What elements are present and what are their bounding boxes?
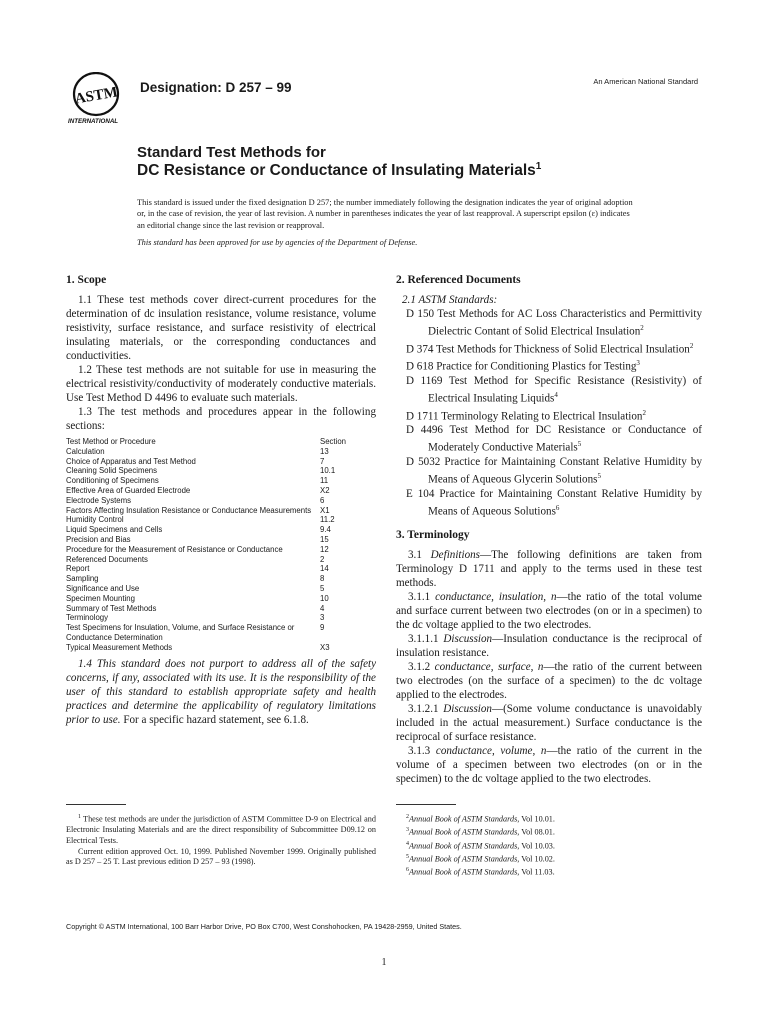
table-row — [66, 447, 376, 457]
reference-footnote-mark: 6 — [555, 503, 560, 512]
svg-text:ASTM: ASTM — [73, 84, 120, 108]
table-cell-section: 4 — [320, 603, 325, 613]
table-cell-section: 14 — [320, 564, 329, 574]
footnotes-right — [396, 812, 702, 879]
table-row — [66, 486, 376, 496]
term-p1: 3.1 Definitions—The following definitions are taken from Terminology D 1711 and apply to the terms used in these test methods. — [396, 548, 703, 589]
reference-item: D 5032 Practice for Maintaining Constant Relative Humidity by Means of Aqueous Glycerin Solutions$^5$ — [406, 456, 702, 486]
sections-table — [66, 437, 376, 653]
table-cell-method: Sampling — [66, 574, 99, 584]
reference-footnote-mark: 3 — [636, 359, 640, 368]
table-row — [66, 476, 376, 486]
table-row — [66, 643, 376, 653]
table-cell-section: 6 — [320, 495, 325, 505]
reference-footnote-mark: 5 — [577, 440, 582, 449]
table-cell-method: Specimen Mounting — [66, 593, 135, 603]
table-cell-method: Humidity Control — [66, 515, 124, 525]
table-cell-section: 3 — [320, 613, 325, 623]
table-cell-section: 11 — [320, 476, 329, 486]
title-line1: Standard Test Methods for — [137, 144, 326, 161]
copyright: Copyright © ASTM International, 100 Barr Harbor Drive, PO Box C700, West Conshohocken, PA 19428-2959, United States. — [66, 922, 462, 931]
terminology-heading: 3. Terminology — [396, 528, 470, 541]
term-p6: 3.1.3 conductance, volume, n—the ratio of the current in the volume of a specimen between two electrodes (on or in the specimen) to the dc voltage applied to the two electrodes. — [396, 744, 702, 785]
footnote-1b: Current edition approved Oct. 10, 1999. Published November 1999. Originally published as D 257 – 25 T. Last previous edition D 257 – 93 (1998). — [66, 846, 376, 867]
term-p4: 3.1.2 conductance, surface, n—the ratio of the current between two electrodes (on the surface of a specimen) to the dc voltage applied to the electrodes. — [396, 660, 702, 701]
scope-p1: 1.1 These test methods cover direct-current procedures for the determination of dc insulation resistance, volume resistance, volume resistivity, surface resistance, and surface resistivity of electrical insulating materials, or the corresponding conductances and conductivities. — [66, 294, 376, 362]
table-cell-section: 8 — [320, 574, 325, 584]
table-cell-method: Effective Area of Guarded Electrode — [66, 485, 191, 495]
footnote-1: $^1$ These test methods are under the jurisdiction of ASTM Committee D-9 on Electrical and Electronic Insulating Materials and are the direct responsibility of Subcommittee D09.12 on Electrical Tests. — [66, 814, 376, 845]
national-standard-label: An American National Standard — [593, 77, 698, 86]
astm-logo — [66, 72, 130, 126]
table-cell-section: X1 — [320, 505, 330, 515]
astm-standards-subheading: 2.1 ASTM Standards: — [402, 294, 498, 306]
footnotes-left — [66, 812, 376, 868]
table-cell-method: Significance and Use — [66, 583, 140, 593]
reference-item: D 4496 Test Method for DC Resistance or Conductance of Moderately Conductive Materials$^5$ — [406, 424, 702, 455]
table-row — [66, 535, 376, 545]
right-column — [396, 272, 702, 786]
table-row — [66, 564, 376, 574]
approved-note: This standard has been approved for use by agencies of the Department of Defense. — [137, 238, 418, 247]
designation: Designation: D 257 – 99 — [140, 80, 292, 95]
footnote-rule-right — [396, 804, 456, 805]
title-footnote-mark: 1 — [535, 161, 542, 172]
table-cell-method: Typical Measurement Methods — [66, 642, 173, 652]
table-row — [66, 623, 376, 643]
table-row — [66, 466, 376, 476]
table-cell-method: Electrode Systems — [66, 495, 131, 505]
table-cell-section: 9 — [320, 623, 325, 633]
table-row — [66, 506, 376, 516]
reference-item: D 1711 Terminology Relating to Electrical Insulation$^2$ — [406, 408, 646, 423]
table-cell-section: 11.2 — [320, 515, 335, 525]
table-cell-section: X3 — [320, 642, 330, 652]
table-cell-section: 2 — [320, 554, 325, 564]
table-cell-section: 10.1 — [320, 466, 336, 476]
scope-heading: 1. Scope — [66, 274, 107, 286]
reference-footnote-mark: 2 — [642, 408, 646, 417]
footnote-5: $^5$Annual Book of ASTM Standards, Vol 10.02. — [406, 853, 555, 864]
table-cell-section: 15 — [320, 534, 329, 544]
table-row — [66, 555, 376, 565]
table-cell-section: X2 — [320, 485, 330, 495]
reference-item: D 374 Test Methods for Thickness of Solid Electrical Insulation$^2$ — [406, 341, 694, 356]
table-cell-method: Conditioning of Specimens — [66, 476, 159, 486]
footnote-3: $^3$Annual Book of ASTM Standards, Vol 08.01. — [406, 827, 555, 838]
table-cell-section: 7 — [320, 456, 325, 466]
table-row — [66, 604, 376, 614]
table-cell-method: Precision and Bias — [66, 534, 131, 544]
footnote-2: $^2$Annual Book of ASTM Standards, Vol 10.01. — [406, 814, 555, 824]
reference-item: D 618 Practice for Conditioning Plastics for Testing$^3$ — [406, 359, 640, 374]
table-row — [66, 496, 376, 506]
left-column — [66, 272, 376, 727]
svg-text:INTERNATIONAL: INTERNATIONAL — [68, 118, 119, 125]
term-p5: 3.1.2.1 Discussion—(Some volume conductance is unavoidably included in the actual measurement.) Surface conductance is the reciprocal of surface resistance. — [396, 702, 702, 743]
reference-item: D 1169 Test Method for Specific Resistance (Resistivity) of Electrical Insulating Liquids$^4$ — [406, 375, 702, 405]
reference-footnote-mark: 2 — [689, 341, 694, 350]
table-cell-method: Referenced Documents — [66, 554, 148, 564]
footnote-rule-left — [66, 804, 126, 805]
reference-item: E 104 Practice for Maintaining Constant Relative Humidity by Means of Aqueous Solutions$^6$ — [406, 487, 702, 518]
table-cell-section: 10 — [320, 593, 329, 603]
table-row — [66, 525, 376, 535]
table-cell-method: Procedure for the Measurement of Resistance or Conductance — [66, 544, 283, 554]
table-row — [66, 545, 376, 555]
safety-statement: 1.4 This standard does not purport to address all of the safety concerns, if any, associated with its use. It is the responsibility of the user of this standard to establish appropriate safety and health practices and determine the applicability of regulatory limitations prior to use. For a specific hazard statement, see 6.1.8. — [66, 657, 376, 726]
table-cell-section: 13 — [320, 446, 329, 456]
title-line2: DC Resistance or Conductance of Insulating Materials$^1$ — [137, 161, 542, 180]
table-cell-method: Report — [66, 564, 90, 574]
term-p2: 3.1.1 conductance, insulation, n—the ratio of the total volume and surface current between two electrodes (on or in a specimen) to the dc voltage applied to the two electrodes. — [396, 590, 702, 631]
table-cell-method: Factors Affecting Insulation Resistance or Conductance Measurements — [66, 505, 312, 515]
reference-item: D 150 Test Methods for AC Loss Characteristics and Permittivity Dielectric Contant of Solid Electrical Insulation$^2$ — [406, 308, 702, 338]
table-cell-method: Liquid Specimens and Cells — [66, 525, 163, 535]
table-cell-section: 9.4 — [320, 525, 331, 535]
table-row — [66, 594, 376, 604]
table-cell-section: 12 — [320, 544, 329, 554]
table-header-section: Section — [320, 437, 347, 446]
table-cell-method: Terminology — [66, 613, 109, 623]
table-cell-method: Choice of Apparatus and Test Method — [66, 456, 196, 466]
table-cell-section: 5 — [320, 583, 325, 593]
table-header-method: Test Method or Procedure — [66, 437, 156, 446]
table-row — [66, 613, 376, 623]
table-cell-method: Cleaning Solid Specimens — [66, 466, 158, 476]
table-row — [66, 457, 376, 467]
table-cell-method: Test Specimens for Insulation, Volume, and Surface Resistance or Conductance Determination — [66, 623, 295, 642]
table-row — [66, 574, 376, 584]
issued-note: This standard is issued under the fixed designation D 257; the number immediately following the designation indicates the year of original adoption or, in the case of revision, the year of last revision. A number in parentheses indicates the year of last reapproval. A superscript epsilon (ε) indicates an editorial change since the last revision or reapproval. — [137, 198, 633, 230]
table-cell-method: Calculation — [66, 446, 105, 456]
reference-footnote-mark: 5 — [597, 472, 601, 481]
term-p3: 3.1.1.1 Discussion—Insulation conductance is the reciprocal of insulation resistance. — [396, 632, 702, 659]
page-number: 1 — [381, 957, 387, 968]
reference-footnote-mark: 2 — [640, 324, 644, 332]
table-row — [66, 515, 376, 525]
footnote-6: $^6$Annual Book of ASTM Standards, Vol 11.03. — [406, 867, 555, 878]
scope-p2: 1.2 These test methods are not suitable for use in measuring the electrical resistivity/conductivity of moderately conductive materials. Use Test Method D 4496 to evaluate such materials. — [66, 364, 376, 404]
referenced-heading: 2. Referenced Documents — [396, 274, 521, 286]
table-cell-method: Summary of Test Methods — [66, 603, 157, 613]
footnote-4: $^4$Annual Book of ASTM Standards, Vol 10.03. — [406, 840, 555, 851]
scope-p3: 1.3 The test methods and procedures appear in the following sections: — [66, 406, 376, 432]
reference-footnote-mark: 4 — [554, 391, 558, 400]
table-row — [66, 584, 376, 594]
